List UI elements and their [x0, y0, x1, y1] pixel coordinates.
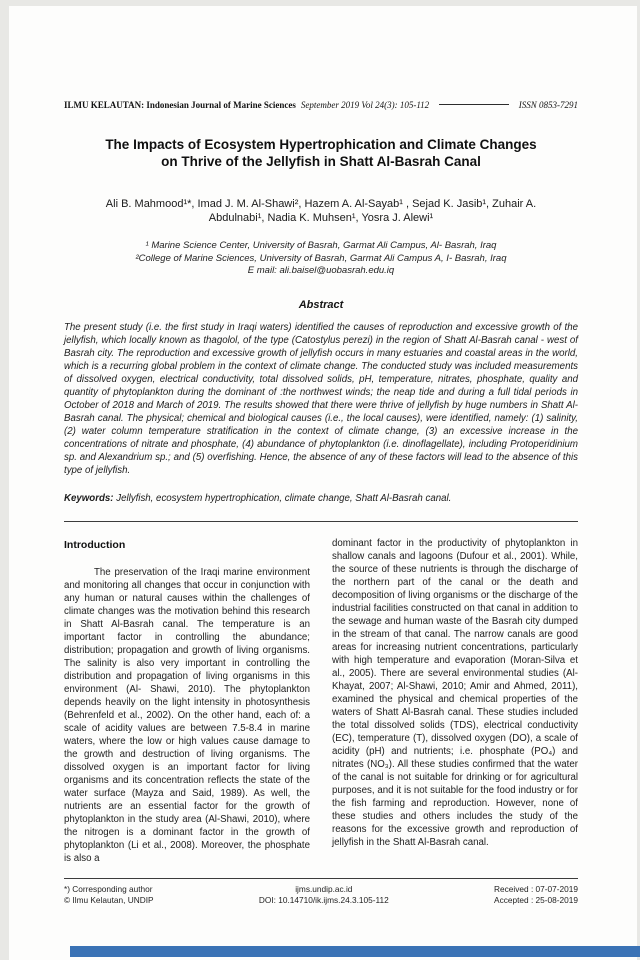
footer-left-block [64, 884, 154, 907]
copyright-note: © Ilmu Kelautan, UNDIP [64, 895, 154, 905]
footer-center-block [259, 884, 389, 907]
footer-row [64, 884, 578, 907]
footer-right-block [494, 884, 578, 907]
doi-line: DOI: 10.14710/ik.ijms.24.3.105-112 [258, 895, 389, 905]
introduction-section [64, 537, 578, 865]
introduction-right-text: dominant factor in the productivity of phytoplankton in shallow canals and lagoons (Dufour et al., 2001). While, the source of these nutrients is through the discharge of the northern part of the canal or the death and decomposition of living organisms or the discharge of the industrial facilities constructed on that canal in addition to the sewage and human waste of the Basrah city dumped in the stream of that canal. The narrow canals are good areas for increasing nutrient concentrations, particularly with high temperature and evaporation (Moran-Silva et al., 2005). There are several environmental studies (Al-Khayat, 2007; Al-Shawi, 2010; Amir and Ahmed, 2011), examined the physical and chemical properties of the waters of Shatt Al-Basrah canal. These studies included the total dissolved solids (TDS), electrical conductivity (EC), temperature (T), dissolved oxygen (DO), a scale of acidity (pH) and nutrients; i.e. phosphate (PO₄) and nitrates (NO₃). All these studies confirmed that the water of the canal is not suitable for drinking or for agricultural purposes, and it is not suitable for the food industry or for the fish farming and reproduction. However, none of these studies and others includes the study of the reasons for the excessive growth and reproduction of jellyfish in the Shatt Al-Basrah canal. [332, 537, 578, 848]
paper-page [9, 6, 637, 960]
author-list: Ali B. Mahmood¹*, Imad J. M. Al-Shawi², Hazem A. Al-Sayab¹ , Sejad K. Jasib¹, Zuhair A. Abdulnabi¹, Nadia K. Muhsen¹, Yosra J. Alewi¹ [105, 198, 537, 224]
introduction-heading: Introduction [64, 538, 126, 551]
journal-header [64, 100, 578, 110]
page-footer [64, 878, 578, 907]
footer-rule [64, 878, 578, 879]
corresponding-email: E mail: ali.baisel@uobasrah.edu.iq [247, 265, 395, 276]
introduction-left-column [64, 537, 310, 865]
introduction-left-text: The preservation of the Iraqi marine environment and monitoring all changes that occur in conjunction with any human or natural causes within the challenges of climate changes was the motivation behind this research in Shatt Al-Basrah canal. The temperature is an important factor in controlling the abundance; distribution; propagation and growth of living organisms. The salinity is also very important in controlling the distribution and propagation of living organisms in this environment (Al- Shawi, 2010). The phytoplankton depends heavily on the light intensity in photosynthesis (Behrenfeld et al., 2002). On the other hand, each of: a scale of acidity values are between 7.5-8.4 in marine waters, where the low or high values cause damage to the growth and destruction of living organisms. The dissolved oxygen is an important factor for living organisms and its concentration reflects the state of the water surface (Mayza and Said, 1989). As well, the nutrients are an essential factor for the growth of phytoplankton in the study area (Al-Shawi, 2010), where the nitrogen is a dominant factor in the growth of phytoplankton (Li et al., 2008). Moreover, the phosphate is also a [64, 566, 310, 864]
section-divider-rule [64, 521, 578, 522]
bottom-accent-bar [70, 946, 640, 957]
keywords-label: Keywords: [64, 492, 114, 504]
abstract-text: The present study (i.e. the first study in Iraqi waters) identified the causes of reproduction and excessive growth of the jellyfish, which locally known as thagolol, of the type (Catostylus perezi) in the region of Shatt Al-Basrah canal - west of Basrah city. The reproduction and excessive growth of jellyfish occurs in many estuaries and coastal areas in the world, which is a recurring global problem in the context of climate change. The conducted study was included measurements of dissolved oxygen, electrical conductivity, total dissolved solids, pH, temperature, nitrates, phosphate, quality and quantity of phytoplankton during the dominant of :the northwest winds; the neap tide and during a full tidal periods in October of 2018 and March of 2019. The results showed that there were thrive of jellyfish by huge numbers in Shatt Al-Basrah canal. The physical; chemical and biological causes (i.e., the local causes), were identified, namely: (1) salinity, (2) water column temperature stratification in the context of climate change, (3) an excessive increase in the concentrations of nitrate and phosphate, (4) abundance of phytoplankton (i.e. dinoflagellate), including Protoperidinium sp. and Alexandrium sp.; and (5) overfishing. Hence, the absence of any of these factors will lead to the absence of this type of jellyfish. [64, 321, 578, 476]
article-title-line2: on Thrive of the Jellyfish in Shatt Al-Basrah Canal [161, 153, 481, 169]
journal-website: ijms.undip.ac.id [295, 883, 353, 894]
journal-issue-info: September 2019 Vol 24(3): 105-112 [300, 100, 430, 110]
article-title-line1: The Impacts of Ecosystem Hypertrophication and Climate Changes [105, 137, 537, 152]
affiliation-2: ²College of Marine Sciences, University of Basrah, Garmat Ali Campus A, I- Basrah, Iraq [135, 252, 507, 264]
introduction-right-column [332, 537, 578, 865]
journal-name: ILMU KELAUTAN: Indonesian Journal of Marine Sciences [64, 100, 296, 110]
affiliations-block [64, 240, 578, 278]
keywords-line [64, 493, 578, 504]
affiliation-1: ¹ Marine Science Center, University of Basrah, Garmat Ali Campus, Al- Basrah, Iraq [145, 240, 497, 251]
accepted-date: Accepted : 25-08-2019 [494, 895, 578, 905]
keywords-text: Jellyfish, ecosystem hypertrophication, climate change, Shatt Al-Basrah canal. [113, 492, 452, 504]
received-date: Received : 07-07-2019 [494, 883, 578, 894]
abstract-heading: Abstract [298, 298, 344, 311]
article-title [64, 137, 578, 170]
corresponding-author-note: *) Corresponding author [64, 883, 153, 894]
header-rule [439, 104, 509, 105]
journal-issn: ISSN 0853-7291 [518, 100, 578, 110]
